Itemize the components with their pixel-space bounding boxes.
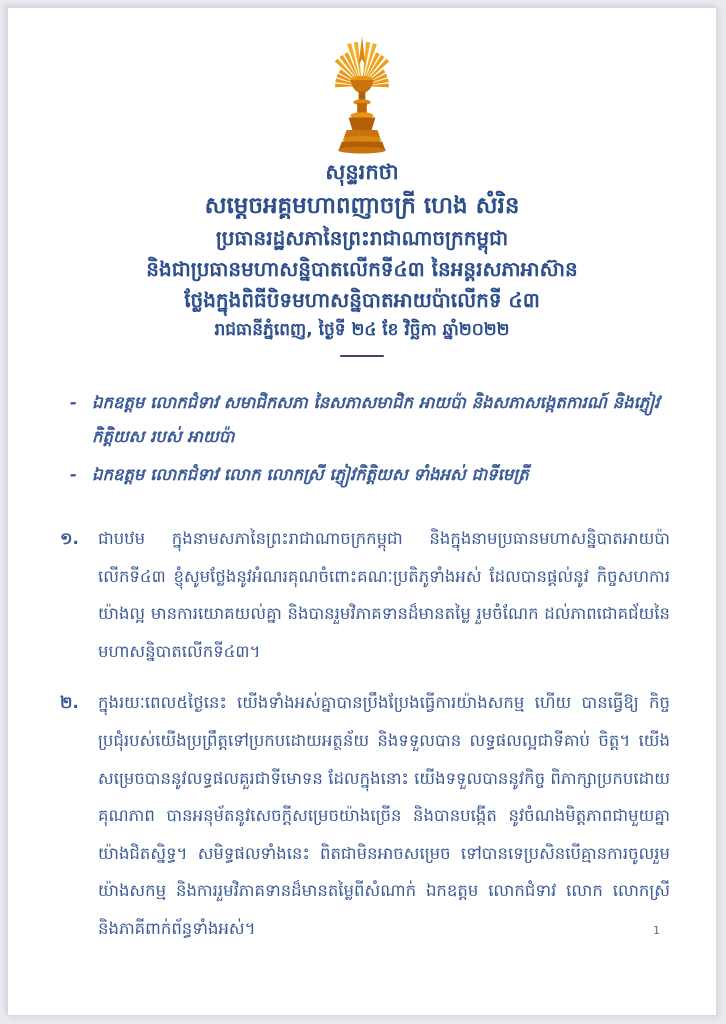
document-title: សុន្ទរកថា: [325, 160, 399, 184]
paragraph-number: ២.: [60, 693, 79, 713]
dash-bullet: -: [70, 393, 77, 412]
title-block: [38, 156, 686, 357]
body-paragraphs: [60, 520, 670, 962]
date-place-line: រាជធានីភ្នំពេញ, ថ្ងៃទី ២៤ ខែ វិច្ឆិកា ឆ្នាំ២០២២: [214, 320, 510, 341]
speaker-role-line-2: និងជាប្រធានមហាសន្និបាតលើកទី៤៣ នៃអន្តរសភាអាស៊ាន: [146, 257, 578, 282]
dash-bullet: -: [70, 464, 77, 484]
salutation-list: [70, 386, 668, 495]
salutation-text: ឯកឧត្តម លោកជំទាវ លោក លោកស្រី ភ្ញៀវកិត្តិយស ទាំងអស់ ជាទីមេត្រី: [92, 464, 529, 484]
paragraph-text: ជាបឋម ក្នុងនាមសភានៃព្រះរាជាណាចក្រកម្ពុជា និងក្នុងនាមប្រធានមហាសន្និបាតអាយប៉ា លើកទី៤៣ ខ្ញុំសូមថ្លែងនូវអំណរគុណចំពោះគណៈប្រតិភូទាំងអស់ ដែលបានផ្តល់នូវ កិច្ចសហការយ៉ាងល្អ មានការយោគយល់គ្នា និងបានរួមវិភាគទានដ៏មានតម្លៃ រួមចំណែក ដល់ភាពជោគជ័យនៃមហាសន្និបាតលើកទី៤៣។: [98, 529, 670, 661]
document-page: [7, 7, 717, 1016]
salutation-item: [70, 386, 668, 454]
title-divider: [340, 355, 384, 357]
speaker-role-line-1: ប្រធានរដ្ឋសភានៃព្រះរាជាណាចក្រកម្ពុជា: [215, 226, 509, 251]
paragraph-text: ក្នុងរយៈពេល៥ថ្ងៃនេះ យើងទាំងអស់គ្នាបានប្រឹងប្រែងធ្វើការយ៉ាងសកម្ម ហើយ បានធ្វើឱ្យ កិច្ចប្រជុំរបស់យើងប្រព្រឹត្តទៅប្រកបដោយអត្ថន័យ និងទទួលបាន លទ្ធផលល្អជាទីគាប់ ចិត្ត។ យើងសម្រេចបាននូវលទ្ធផលគួរជាទីមោទន ដែលក្នុងនោះ យើងទទួលបាននូវកិច្ច ពិភាក្សាប្រកបដោយគុណភាព បានអនុម័តនូវសេចក្តីសម្រេចយ៉ាងច្រើន និងបានបង្កើត នូវចំណងមិត្តភាពជាមួយគ្នា យ៉ាងជិតស្និទ្ធ។ សមិទ្ធផលទាំងនេះ ពិតជាមិនអាចសម្រេច ទៅបានទេប្រសិនបើគ្មានការចូលរួមយ៉ាងសកម្ម និងការរួមវិភាគទានដ៏មានតម្លៃពីសំណាក់ ឯកឧត្តម លោកជំទាវ លោក លោកស្រី និងភាគីពាក់ព័ន្ធទាំងអស់។: [98, 693, 670, 939]
salutation-text: ឯកឧត្តម លោកជំទាវ សមាជិកសភា នៃសភាសមាជិក អាយប៉ា និងសភាសង្កេតការណ៍ និងភ្ញៀវកិត្តិយស របស់ អាយប៉ា: [92, 393, 660, 446]
salutation-item: [70, 458, 668, 492]
speaker-name-line: សម្តេចអគ្គមហាពញាចក្រី ហេង សំរិន: [204, 192, 520, 219]
page-number: 1: [653, 924, 660, 937]
numbered-paragraph: [60, 684, 670, 947]
numbered-paragraph: [60, 520, 670, 670]
paragraph-number: ១.: [60, 529, 79, 548]
occasion-line: ថ្លែងក្នុងពិធីបិទមហាសន្និបាតអាយប៉ាលើកទី ៤៣: [184, 288, 540, 313]
royal-chalice-rays-icon: [314, 36, 410, 154]
emblem-container: [8, 36, 716, 154]
